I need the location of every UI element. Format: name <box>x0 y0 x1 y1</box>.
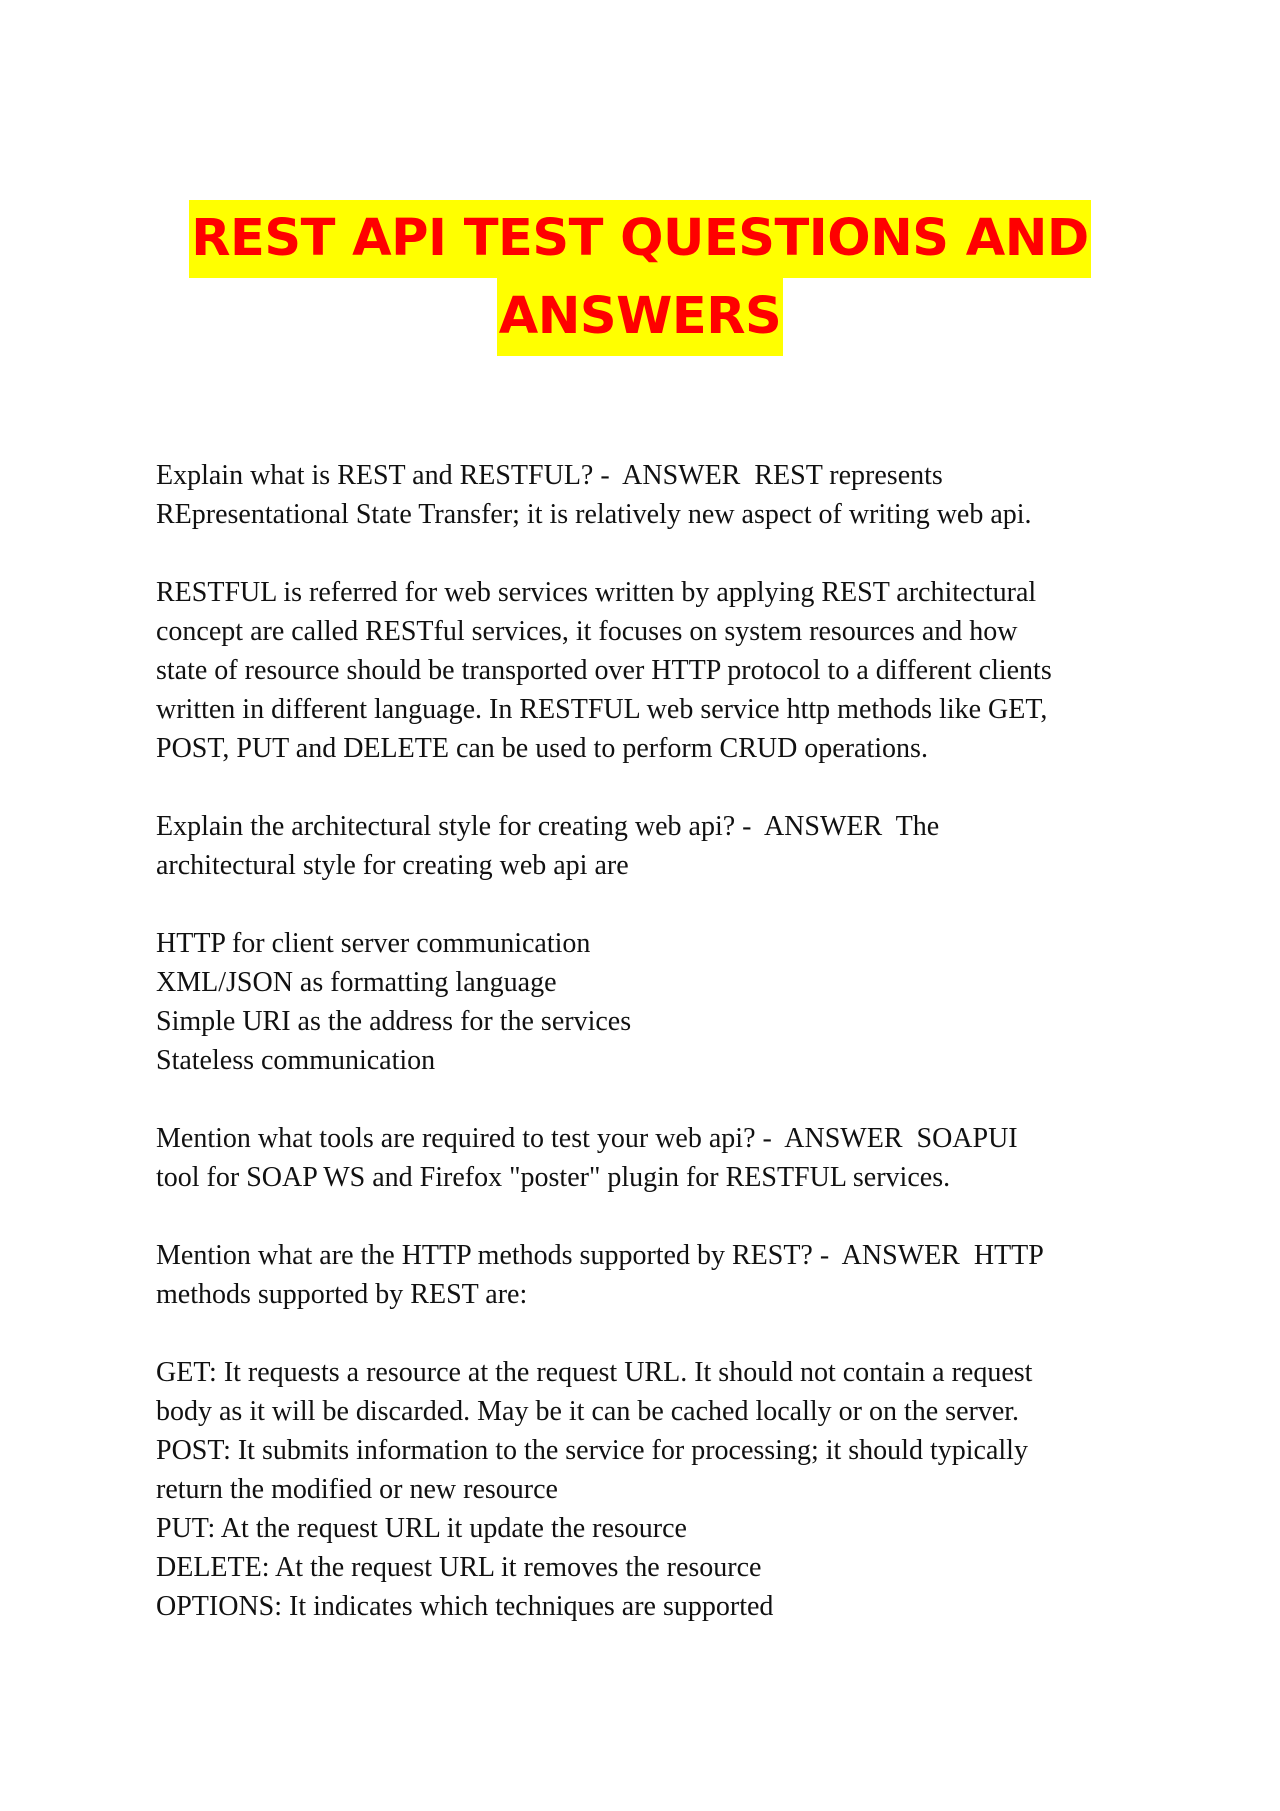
qa-tools-question: Mention what tools are required to test your web api? - ANSWER SOAPUI tool for SOAP WS and Firefox "poster" plugin for RESTFUL services. <box>156 1123 1018 1193</box>
document-title <box>0 200 1280 356</box>
qa-http-methods-question: Mention what are the HTTP methods supported by REST? - ANSWER HTTP methods supported by REST are: <box>156 1240 1044 1310</box>
title-line-2: ANSWERS <box>497 278 783 356</box>
qa-rest-restful-question: Explain what is REST and RESTFUL? - ANSWER REST represents REpresentational State Transfer; it is relatively new aspect of writing web api. <box>156 460 1032 530</box>
document-body <box>156 456 1156 1626</box>
qa-architectural-style-list: HTTP for client server communication XML/JSON as formatting language Simple URI as the address for the services Stateless communication <box>156 928 632 1076</box>
qa-restful-explanation: RESTFUL is referred for web services written by applying REST architectural concept are called RESTful services, it focuses on system resources and how state of resource should be transported over HTTP protocol to a different clients written in different language. In RESTFUL web service http methods like GET, POST, PUT and DELETE can be used to perform CRUD operations. <box>156 577 1052 764</box>
title-line-1: REST API TEST QUESTIONS AND <box>189 200 1090 278</box>
qa-architectural-style-question: Explain the architectural style for creating web api? - ANSWER The architectural style for creating web api are <box>156 811 940 881</box>
qa-http-methods-list: GET: It requests a resource at the request URL. It should not contain a request body as it will be discarded. May be it can be cached locally or on the server. POST: It submits information to the service for processing; it should typically return the modified or new resource PUT: At the request URL it update the resource DELETE: At the request URL it removes the resource OPTIONS: It indicates which techniques are supported <box>156 1357 1033 1622</box>
